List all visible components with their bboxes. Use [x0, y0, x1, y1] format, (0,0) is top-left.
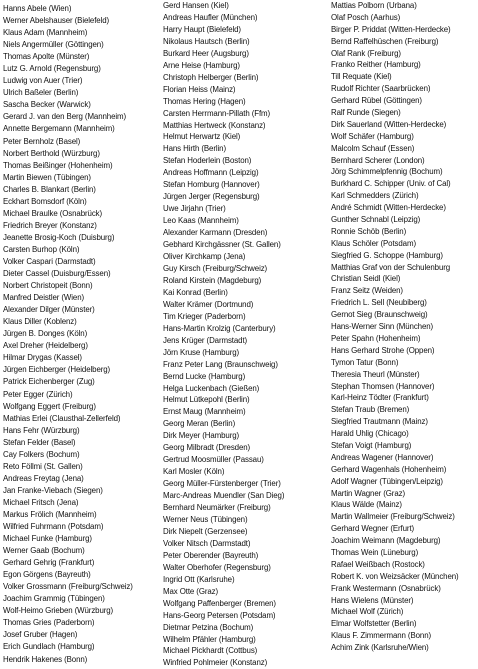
name-entry: Leo Kaas (Mannheim) [163, 216, 239, 226]
name-entry: Christoph Helberger (Berlin) [163, 72, 259, 82]
name-entry: Hanns Abele (Wien) [3, 4, 72, 13]
name-entry: Georg Müller-Fürstenberger (Trier) [163, 479, 281, 489]
name-entry: Arne Heise (Hamburg) [163, 60, 240, 70]
name-entry: Stefan Felder (Basel) [3, 437, 76, 447]
name-entry: Klaus Diller (Koblenz) [3, 317, 77, 327]
name-entry: Klaus Adam (Mannheim) [3, 28, 88, 38]
name-entry: Klaus F. Zimmermann (Bonn) [331, 631, 432, 641]
name-entry: Gunther Schnabl (Leipzig) [331, 215, 421, 225]
name-entry: Winfried Pohlmeier (Konstanz) [163, 658, 268, 668]
name-entry: Helga Luckenbach (Gießen) [163, 383, 260, 393]
name-entry: Gerhard Gehrig (Frankfurt) [3, 558, 95, 568]
name-entry: Wolfgang Eggert (Freiburg) [3, 401, 96, 411]
name-entry: Alexander Karmann (Dresden) [163, 228, 268, 238]
name-entry: Tymon Tatur (Bonn) [331, 357, 399, 367]
name-entry: Niels Angermüller (Göttingen) [3, 40, 104, 50]
name-entry: Hilmar Drygas (Kassel) [3, 353, 82, 363]
name-entry: Karl-Heinz Tödter (Frankfurt) [331, 393, 429, 403]
name-entry: Ludwig von Auer (Trier) [3, 76, 83, 86]
name-entry: Hans Fehr (Würzburg) [3, 425, 80, 435]
name-entry: Georg Milbradt (Dresden) [163, 443, 251, 453]
name-entry: Florian Heiss (Mainz) [163, 84, 236, 94]
name-entry: Wolf-Heimo Grieben (Würzburg) [3, 606, 114, 616]
name-entry: Hans-Martin Krolzig (Canterbury) [163, 323, 276, 333]
name-entry: Dirk Meyer (Hamburg) [163, 431, 240, 441]
name-entry: Stefan Voigt (Hamburg) [331, 440, 412, 450]
name-entry: Harald Uhlig (Chicago) [331, 429, 409, 439]
name-entry: Bernd Lucke (Hamburg) [163, 371, 246, 381]
name-entry: Joachim Grammig (Tübingen) [3, 594, 105, 604]
name-entry: Ingrid Ott (Karlsruhe) [163, 574, 235, 584]
name-entry: Gerhard Rübel (Göttingen) [331, 96, 422, 106]
name-entry: Stephan Thomsen (Hannover) [331, 381, 435, 391]
name-entry: Franz Seitz (Weiden) [331, 286, 403, 296]
name-entry: Wolfgang Paffenberger (Bremen) [163, 598, 276, 608]
name-entry: Norbert Christopeit (Bonn) [3, 281, 93, 291]
name-entry: Erich Gundlach (Hamburg) [3, 642, 95, 652]
name-entry: Andreas Haufler (München) [163, 12, 258, 22]
name-entry: Guy Kirsch (Freiburg/Schweiz) [163, 263, 268, 273]
name-entry: Jeanette Brosig-Koch (Duisburg) [3, 232, 115, 242]
name-entry: Michael Funke (Hamburg) [3, 534, 92, 544]
name-entry: Friedrich L. Sell (Neubiberg) [331, 298, 427, 308]
name-entry: Annette Bergemann (Mannheim) [3, 124, 115, 134]
name-entry: Thomas Hering (Hagen) [163, 96, 246, 106]
name-entry: Werner Neus (Tübingen) [163, 514, 248, 524]
name-entry: Malcolm Schauf (Essen) [331, 143, 415, 153]
name-entry: Gertrud Moosmüller (Passau) [163, 455, 264, 465]
name-entry: Nikolaus Hautsch (Berlin) [163, 36, 250, 46]
names-column-right [331, 0, 478, 654]
name-entry: Matthias Hertweck (Konstanz) [163, 120, 266, 130]
name-entry: Gerhard Wagenhals (Hohenheim) [331, 464, 447, 474]
name-entry: Harry Haupt (Bielefeld) [163, 24, 241, 34]
name-entry: Volker Grossmann (Freiburg/Schweiz) [3, 582, 133, 592]
name-entry: Carsten Burhop (Köln) [3, 244, 80, 254]
name-entry: Christian Seidl (Kiel) [331, 274, 401, 284]
name-entry: Robert K. von Weizsäcker (München) [331, 571, 459, 581]
name-entry: Jörg Schimmelpfennig (Bochum) [331, 167, 443, 177]
name-entry: Peter Bernholz (Basel) [3, 136, 81, 146]
name-entry: Jan Franke-Viebach (Siegen) [3, 485, 103, 495]
name-entry: Peter Oberender (Bayreuth) [163, 550, 259, 560]
name-entry: Olaf Posch (Aarhus) [331, 12, 401, 22]
name-entry: Volker Caspari (Darmstadt) [3, 256, 96, 266]
name-entry: Burkhard C. Schipper (Univ. of Cal) [331, 179, 451, 189]
name-entry: Stefan Hoderlein (Boston) [163, 156, 252, 166]
name-entry: Michael Braulke (Osnabrück) [3, 208, 103, 218]
name-entry: Andreas Hoffmann (Leipzig) [163, 168, 259, 178]
name-entry: Ralf Runde (Siegen) [331, 108, 401, 118]
name-entry: Frank Westermann (Osnabrück) [331, 583, 441, 593]
name-entry: Bernd Raffelhüschen (Freiburg) [331, 36, 439, 46]
name-entry: Friedrich Breyer (Konstanz) [3, 220, 97, 230]
name-entry: Karl Mosler (Köln) [163, 467, 225, 477]
name-entry: Reto Föllmi (St. Gallen) [3, 461, 83, 471]
name-entry: Adolf Wagner (Tübingen/Leipzig) [331, 476, 443, 486]
name-entry: Thomas Beißinger (Hohenheim) [3, 160, 113, 170]
name-entry: Dietmar Petzina (Bochum) [163, 622, 254, 632]
name-entry: Elmar Wolfstetter (Berlin) [331, 619, 417, 629]
name-entry: Birger P. Priddat (Witten-Herdecke) [331, 24, 451, 34]
name-entry: Gerhard Wegner (Erfurt) [331, 524, 415, 534]
names-column-middle [163, 0, 329, 669]
name-entry: Franz Peter Lang (Braunschweig) [163, 359, 278, 369]
name-entry: Marc-Andreas Muendler (San Dieg) [163, 491, 285, 501]
name-entry: Oliver Kirchkamp (Jena) [163, 252, 246, 262]
name-entry: Rafael Weißbach (Rostock) [331, 559, 425, 569]
name-entry: Alexander Dilger (Münster) [3, 305, 95, 315]
name-entry: Wilfried Fuhrmann (Potsdam) [3, 522, 104, 532]
name-entry: Jürgen Eichberger (Heidelberg) [3, 365, 111, 375]
name-entry: Hendrik Hakenes (Bonn) [3, 654, 88, 664]
name-entry: Tim Krieger (Paderborn) [163, 311, 246, 321]
name-entry: Norbert Berthold (Würzburg) [3, 148, 100, 158]
name-entry: Helmut Herwartz (Kiel) [163, 132, 241, 142]
name-entry: Lutz G. Arnold (Regensburg) [3, 64, 101, 74]
name-entry: Michael Fritsch (Jena) [3, 497, 79, 507]
name-entry: Kai Konrad (Berlin) [163, 287, 228, 297]
name-entry: Mattias Polborn (Urbana) [331, 1, 417, 10]
name-entry: Mathias Erlei (Clausthal-Zellerfeld) [3, 413, 121, 423]
name-entry: Wilhelm Pfähler (Hamburg) [163, 634, 256, 644]
name-entry: Wolf Schäfer (Hamburg) [331, 131, 414, 141]
name-entry: Bernhard Neumärker (Freiburg) [163, 503, 271, 513]
name-entry: Klaus Schöler (Potsdam) [331, 238, 416, 248]
name-entry: Thomas Wein (Lüneburg) [331, 547, 419, 557]
name-entry: Josef Gruber (Hagen) [3, 630, 78, 640]
name-entry: Martin Wallmeier (Freiburg/Schweiz) [331, 512, 455, 522]
name-entry: Carsten Herrmann-Pillath (Ffm) [163, 108, 271, 118]
name-entry: Bernhard Scherer (London) [331, 155, 425, 165]
name-entry: Peter Spahn (Hohenheim) [331, 333, 421, 343]
name-entry: Hans Gerhard Strohe (Oppen) [331, 345, 435, 355]
name-entry: Hans Hirth (Berlin) [163, 144, 226, 154]
name-entry: Axel Dreher (Heidelberg) [3, 341, 88, 351]
names-column-left [3, 3, 163, 666]
name-entry: Jürgen Jerger (Regensburg) [163, 192, 260, 202]
name-entry: Georg Meran (Berlin) [163, 419, 236, 429]
name-entry: Werner Gaab (Bochum) [3, 546, 85, 556]
name-entry: Matthias Graf von der Schulenburg [331, 262, 451, 272]
name-entry: Till Requate (Kiel) [331, 72, 392, 82]
name-entry: Michael Wolf (Zürich) [331, 607, 404, 617]
name-entry: André Schmidt (Witten-Herdecke) [331, 203, 446, 213]
name-entry: Markus Frölich (Mannheim) [3, 509, 97, 519]
name-entry: Hans Wielens (Münster) [331, 595, 414, 605]
name-entry: Rudolf Richter (Saarbrücken) [331, 84, 431, 94]
name-entry: Roland Kirstein (Magdeburg) [163, 275, 262, 285]
name-entry: Ernst Maug (Mannheim) [163, 407, 246, 417]
name-entry: Klaus Wälde (Mainz) [331, 500, 402, 510]
name-entry: Ronnie Schöb (Berlin) [331, 226, 407, 236]
name-entry: Stefan Traub (Bremen) [331, 405, 410, 415]
name-entry: Cay Folkers (Bochum) [3, 449, 80, 459]
name-entry: Ulrich Baßeler (Berlin) [3, 88, 79, 98]
name-entry: Gernot Sieg (Braunschweig) [331, 310, 428, 320]
name-entry: Andreas Freytag (Jena) [3, 473, 84, 483]
name-entry: Egon Görgens (Bayreuth) [3, 570, 91, 580]
name-entry: Achim Zink (Karlsruhe/Wien) [331, 643, 429, 653]
name-entry: Hans-Werner Sinn (München) [331, 322, 434, 332]
name-entry: Walter Krämer (Dortmund) [163, 299, 254, 309]
name-entry: Helmut Lütkepohl (Berlin) [163, 395, 250, 405]
name-entry: Gerd Hansen (Kiel) [163, 1, 229, 10]
name-entry: Martin Biewen (Tübingen) [3, 172, 91, 182]
name-entry: Jens Krüger (Darmstadt) [163, 335, 248, 345]
name-entry: Sascha Becker (Warwick) [3, 100, 91, 110]
name-entry: Peter Egger (Zürich) [3, 389, 73, 399]
name-entry: Martin Wagner (Graz) [331, 488, 405, 498]
name-entry: Gebhard Kirchgässner (St. Gallen) [163, 240, 281, 250]
name-entry: Franko Reither (Hamburg) [331, 60, 421, 70]
name-entry: Dieter Cassel (Duisburg/Essen) [3, 269, 111, 279]
name-entry: Patrick Eichenberger (Zug) [3, 377, 95, 387]
name-entry: Werner Abelshauser (Bielefeld) [3, 16, 110, 26]
name-entry: Thomas Gries (Paderborn) [3, 618, 95, 628]
name-entry: Eckhart Bomsdorf (Köln) [3, 196, 87, 206]
name-entry: Jürgen B. Donges (Köln) [3, 329, 88, 339]
name-entry: Theresia Theurl (Münster) [331, 369, 420, 379]
name-entry: Dirk Sauerland (Witten-Herdecke) [331, 119, 447, 129]
name-entry: Hans-Georg Petersen (Potsdam) [163, 610, 276, 620]
name-entry: Jörn Kruse (Hamburg) [163, 347, 240, 357]
name-entry: Burkard Heer (Augsburg) [163, 48, 249, 58]
name-entry: Siegfried Trautmann (Mainz) [331, 417, 428, 427]
name-entry: Gerard J. van den Berg (Mannheim) [3, 112, 127, 122]
name-entry: Walter Oberhofer (Regensburg) [163, 562, 271, 572]
name-entry: Thomas Apolte (Münster) [3, 52, 90, 62]
name-entry: Manfred Deistler (Wien) [3, 293, 85, 303]
name-entry: Dirk Niepelt (Gerzensee) [163, 526, 248, 536]
name-entry: Joachim Weimann (Magdeburg) [331, 536, 441, 546]
name-entry: Charles B. Blankart (Berlin) [3, 184, 96, 194]
name-entry: Andreas Wagener (Hannover) [331, 452, 434, 462]
name-entry: Uwe Jirjahn (Trier) [163, 204, 226, 214]
name-entry: Karl Schmedders (Zürich) [331, 191, 419, 201]
name-entry: Siegfried G. Schoppe (Hamburg) [331, 250, 443, 260]
name-entry: Volker Nitsch (Darmstadt) [163, 538, 251, 548]
name-entry: Stefan Homburg (Hannover) [163, 180, 260, 190]
name-entry: Max Otte (Graz) [163, 586, 219, 596]
name-entry: Michael Pickhardt (Cottbus) [163, 646, 258, 656]
name-entry: Olaf Rank (Freiburg) [331, 48, 401, 58]
